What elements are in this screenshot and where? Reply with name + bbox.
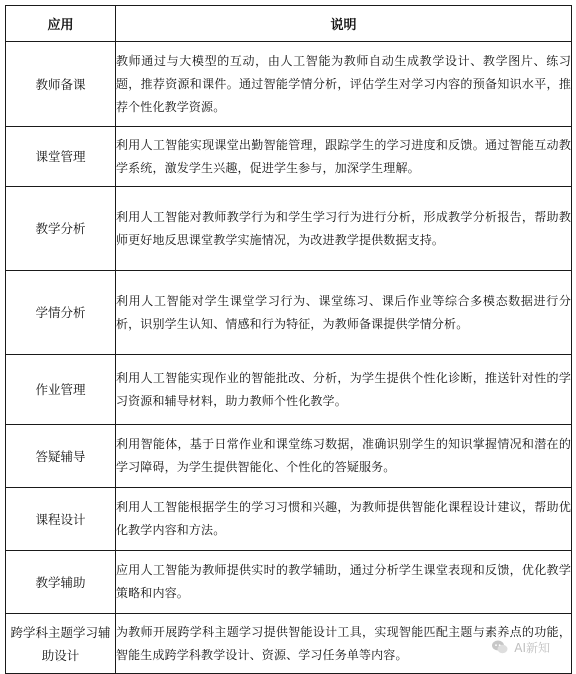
application-description: 利用人工智能对学生课堂学习行为、课堂练习、课后作业等综合多模态数据进行分析，识别学生认知、情感和行为特征，为教师备课提供学情分析。 [116, 271, 572, 355]
table-row [6, 42, 572, 127]
application-name: 教学辅助 [6, 551, 116, 614]
application-name: 课程设计 [6, 488, 116, 551]
application-description: 利用人工智能对教师教学行为和学生学习行为进行分析，形成教学分析报告，帮助教师更好地反思课堂教学实施情况，为改进教学提供数据支持。 [116, 187, 572, 271]
table-row [6, 187, 572, 271]
table-header-row [6, 6, 572, 42]
table-row [6, 425, 572, 488]
application-name: 学情分析 [6, 271, 116, 355]
application-description: 利用人工智能根据学生的学习习惯和兴趣，为教师提供智能化课程设计建议，帮助优化教学内容和方法。 [116, 488, 572, 551]
application-name: 答疑辅导 [6, 425, 116, 488]
header-application: 应用 [6, 6, 116, 42]
applications-table [5, 5, 572, 674]
application-description: 利用人工智能实现作业的智能批改、分析，为学生提供个性化诊断，推送针对性的学习资源和辅导材料，助力教师个性化教学。 [116, 355, 572, 425]
table-row [6, 488, 572, 551]
application-name: 跨学科主题学习辅助设计 [6, 614, 116, 674]
application-name: 课堂管理 [6, 127, 116, 187]
application-description: 教师通过与大模型的互动，由人工智能为教师自动生成教学设计、教学图片、练习题，推荐资源和课件。通过智能学情分析，评估学生对学习内容的预备知识水平，推荐个性化教学资源。 [116, 42, 572, 127]
application-description: 利用人工智能实现课堂出勤智能管理，跟踪学生的学习进度和反馈。通过智能互动教学系统，激发学生兴趣，促进学生参与，加深学生理解。 [116, 127, 572, 187]
watermark-text: AI新知 [514, 640, 550, 655]
table-row [6, 271, 572, 355]
table-row [6, 355, 572, 425]
application-name: 教学分析 [6, 187, 116, 271]
application-name: 教师备课 [6, 42, 116, 127]
table-row [6, 127, 572, 187]
application-description: 应用人工智能为教师提供实时的教学辅助，通过分析学生课堂表现和反馈，优化教学策略和内容。 [116, 551, 572, 614]
application-description: 利用智能体，基于日常作业和课堂练习数据，准确识别学生的知识掌握情况和潜在的学习障碍，为学生提供智能化、个性化的答疑服务。 [116, 425, 572, 488]
table-row [6, 614, 572, 674]
header-description: 说明 [116, 6, 572, 42]
application-description: 为教师开展跨学科主题学习提供智能设计工具，实现智能匹配主题与素养点的功能，智能生成跨学科教学设计、资源、学习任务单等内容。 [116, 614, 572, 674]
application-name: 作业管理 [6, 355, 116, 425]
table-row [6, 551, 572, 614]
